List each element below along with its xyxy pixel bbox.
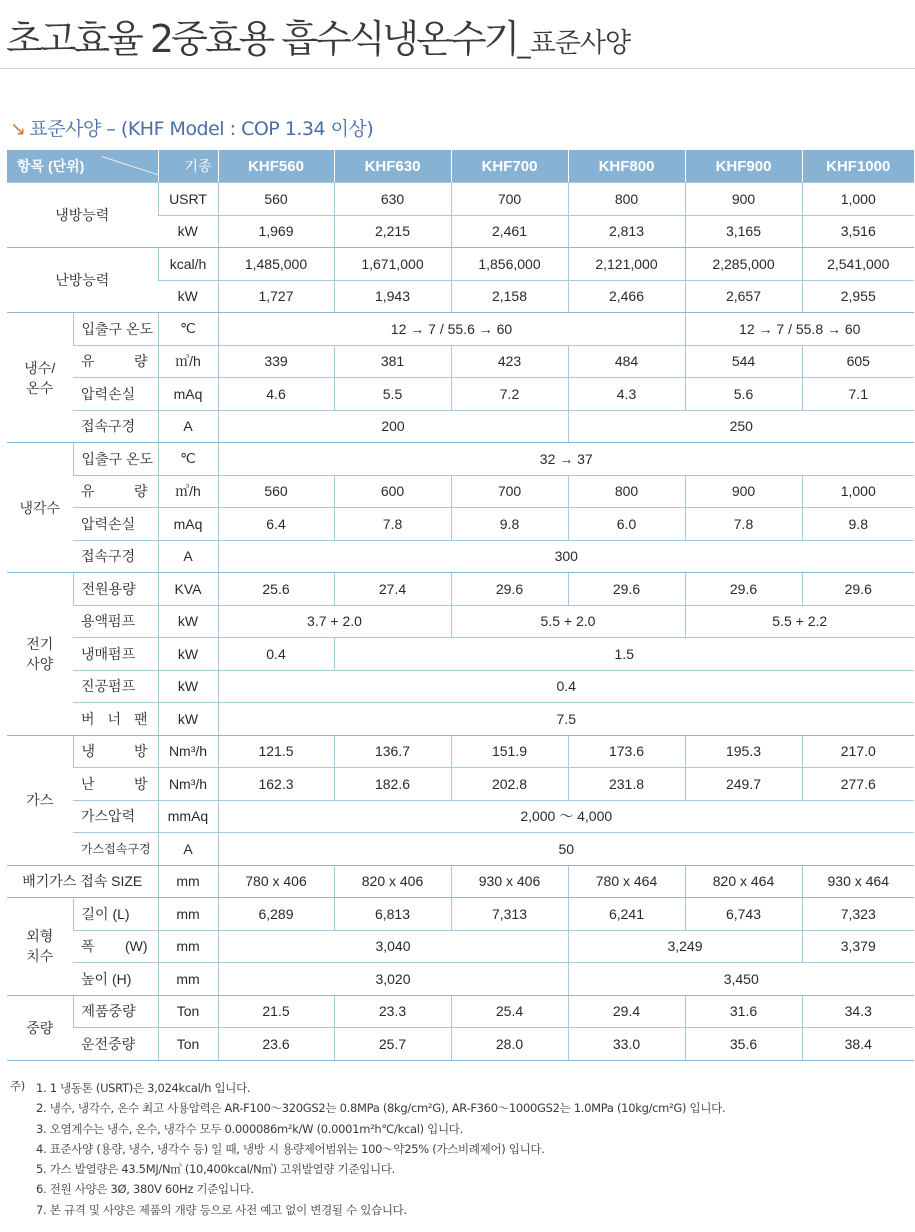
table-row <box>7 963 914 996</box>
table-row <box>7 443 914 476</box>
value-cell: 800 <box>568 183 685 216</box>
item-cell: 제품중량 <box>73 995 158 1028</box>
value-cell: 7,313 <box>451 898 568 931</box>
table-row <box>7 508 914 541</box>
value-cell: 560 <box>218 475 334 508</box>
gas-label: 가스 <box>7 735 73 865</box>
value-cell: 162.3 <box>218 768 334 801</box>
chilled-water-label <box>7 313 73 443</box>
note-item: 4. 표준사양 (용량, 냉수, 냉각수 등) 일 때, 냉방 시 용량제어범위는 100～약25% (가스비례제어) 입니다. <box>36 1141 545 1156</box>
table-row <box>7 995 914 1028</box>
unit-cell: kW <box>158 670 218 703</box>
model-header-1: KHF560 <box>218 150 334 183</box>
value-cell: 605 <box>802 345 914 378</box>
value-cell: 300 <box>218 540 914 573</box>
value-cell: 800 <box>568 475 685 508</box>
value-cell: 217.0 <box>802 735 914 768</box>
value-cell: 2,955 <box>802 280 914 313</box>
unit-cell: ㎥/h <box>158 475 218 508</box>
value-cell: 33.0 <box>568 1028 685 1061</box>
value-cell: 4.6 <box>218 378 334 411</box>
value-cell: 3.7 + 2.0 <box>218 605 451 638</box>
notes-list <box>10 1078 725 1220</box>
value-cell: 1.5 <box>334 638 914 671</box>
value-cell: 34.3 <box>802 995 914 1028</box>
value-cell: 249.7 <box>685 768 802 801</box>
value-cell: 1,943 <box>334 280 451 313</box>
value-cell: 820 x 406 <box>334 865 451 898</box>
notes-prefix: 주) <box>10 1079 25 1093</box>
unit-cell: KVA <box>158 573 218 606</box>
value-cell: 630 <box>334 183 451 216</box>
unit-cell: A <box>158 833 218 866</box>
value-cell: 151.9 <box>451 735 568 768</box>
value-cell: 900 <box>685 475 802 508</box>
value-cell: 23.6 <box>218 1028 334 1061</box>
value-cell: 6,241 <box>568 898 685 931</box>
section-heading-text: 표준사양 – (KHF Model : COP 1.34 이상) <box>29 118 374 140</box>
value-cell: 5.5 + 2.2 <box>685 605 914 638</box>
unit-cell: mmAq <box>158 800 218 833</box>
value-cell: 21.5 <box>218 995 334 1028</box>
value-cell: 2,813 <box>568 215 685 248</box>
title-divider <box>0 68 915 69</box>
page-title-suffix: _표준사양 <box>517 28 631 59</box>
value-cell: 195.3 <box>685 735 802 768</box>
item-cell: 운전중량 <box>73 1028 158 1061</box>
value-cell: 2,541,000 <box>802 248 914 281</box>
value-cell: 381 <box>334 345 451 378</box>
value-cell: 1,000 <box>802 475 914 508</box>
value-cell: 38.4 <box>802 1028 914 1061</box>
value-cell: 339 <box>218 345 334 378</box>
chilled-water-label-line2: 온수 <box>26 379 54 396</box>
value-cell: 1,671,000 <box>334 248 451 281</box>
value-cell: 1,485,000 <box>218 248 334 281</box>
value-cell: 930 x 464 <box>802 865 914 898</box>
page-title-main: 초고효율 2중효용 흡수식냉온수기 <box>6 17 518 61</box>
value-cell: 29.4 <box>568 995 685 1028</box>
item-cell: 전원용량 <box>73 573 158 606</box>
table-row <box>7 410 914 443</box>
exhaust-size-label: 배기가스 접속 SIZE <box>7 865 158 898</box>
model-header: 기종 <box>158 150 218 183</box>
value-cell: 12 → 7 / 55.6 → 60 <box>218 313 685 346</box>
table-row <box>7 1028 914 1061</box>
item-cell: 접속구경 <box>73 540 158 573</box>
unit-cell: mAq <box>158 378 218 411</box>
unit-cell: mm <box>158 898 218 931</box>
note-item: 1. 1 냉동톤 (USRT)은 3,024kcal/h 입니다. <box>36 1081 251 1095</box>
model-header-3: KHF700 <box>451 150 568 183</box>
table-row <box>7 573 914 606</box>
model-header-2: KHF630 <box>334 150 451 183</box>
value-cell: 121.5 <box>218 735 334 768</box>
value-cell: 3,516 <box>802 215 914 248</box>
table-row <box>7 670 914 703</box>
unit-cell: Ton <box>158 995 218 1028</box>
electric-label-line2: 사양 <box>26 655 54 672</box>
item-cell: 용액펌프 <box>73 605 158 638</box>
item-cell: 입출구 온도 <box>73 313 158 346</box>
value-cell: 1,969 <box>218 215 334 248</box>
table-row <box>7 865 914 898</box>
value-cell: 12 → 7 / 55.8 → 60 <box>685 313 914 346</box>
value-cell: 29.6 <box>451 573 568 606</box>
value-cell: 27.4 <box>334 573 451 606</box>
value-cell: 423 <box>451 345 568 378</box>
value-cell: 700 <box>451 183 568 216</box>
value-cell: 3,450 <box>568 963 914 996</box>
unit-cell: ℃ <box>158 313 218 346</box>
note-item: 3. 오염계수는 냉수, 온수, 냉각수 모두 0.000086m²k/W (0.0001m²h℃/kcal) 입니다. <box>36 1121 463 1136</box>
item-cell: 압력손실 <box>73 378 158 411</box>
value-cell: 182.6 <box>334 768 451 801</box>
dimensions-label <box>7 898 73 996</box>
value-cell: 600 <box>334 475 451 508</box>
item-cell: 냉 방 <box>73 735 158 768</box>
value-cell: 200 <box>218 410 568 443</box>
table-row <box>7 930 914 963</box>
model-header-6: KHF1000 <box>802 150 914 183</box>
item-cell: 높이 (H) <box>73 963 158 996</box>
unit-cell: kW <box>158 638 218 671</box>
value-cell: 31.6 <box>685 995 802 1028</box>
table-row <box>7 248 914 281</box>
value-cell: 136.7 <box>334 735 451 768</box>
value-cell: 50 <box>218 833 914 866</box>
table-row <box>7 540 914 573</box>
value-cell: 7.1 <box>802 378 914 411</box>
value-cell: 3,020 <box>218 963 568 996</box>
table-row <box>7 833 914 866</box>
value-cell: 23.3 <box>334 995 451 1028</box>
item-unit-label: 항목 (단위) <box>17 158 85 174</box>
value-cell: 4.3 <box>568 378 685 411</box>
item-unit-header <box>7 150 158 183</box>
value-cell: 3,249 <box>568 930 802 963</box>
diagonal-line <box>102 156 158 175</box>
value-cell: 7.2 <box>451 378 568 411</box>
table-row <box>7 605 914 638</box>
value-cell: 3,165 <box>685 215 802 248</box>
value-cell: 900 <box>685 183 802 216</box>
value-cell: 2,215 <box>334 215 451 248</box>
dimensions-label-line1: 외형 <box>26 928 54 945</box>
value-cell: 5.5 + 2.0 <box>451 605 685 638</box>
value-cell: 29.6 <box>685 573 802 606</box>
item-cell: 접속구경 <box>73 410 158 443</box>
arrow-icon: ↘ <box>10 118 26 140</box>
heating-capacity-label: 난방능력 <box>7 248 158 313</box>
value-cell: 9.8 <box>802 508 914 541</box>
item-cell: 난 방 <box>73 768 158 801</box>
table-row <box>7 345 914 378</box>
value-cell: 560 <box>218 183 334 216</box>
item-cell: 입출구 온도 <box>73 443 158 476</box>
unit-cell: A <box>158 540 218 573</box>
value-cell: 3,379 <box>802 930 914 963</box>
item-cell: 유 량 <box>73 475 158 508</box>
item-cell: 가스압력 <box>73 800 158 833</box>
table-header-row <box>7 150 914 183</box>
item-cell: 압력손실 <box>73 508 158 541</box>
table-row <box>7 898 914 931</box>
value-cell: 28.0 <box>451 1028 568 1061</box>
model-header-4: KHF800 <box>568 150 685 183</box>
unit-cell: USRT <box>158 183 218 216</box>
value-cell: 544 <box>685 345 802 378</box>
value-cell: 173.6 <box>568 735 685 768</box>
value-cell: 2,000 ～ 4,000 <box>218 800 914 833</box>
unit-cell: Ton <box>158 1028 218 1061</box>
value-cell: 6,743 <box>685 898 802 931</box>
value-cell: 484 <box>568 345 685 378</box>
table-row <box>7 475 914 508</box>
value-cell: 3,040 <box>218 930 568 963</box>
page-title <box>6 8 630 63</box>
value-cell: 6.0 <box>568 508 685 541</box>
item-cell: 폭 (W) <box>73 930 158 963</box>
table-row <box>7 638 914 671</box>
unit-cell: ㎥/h <box>158 345 218 378</box>
value-cell: 1,000 <box>802 183 914 216</box>
unit-cell: mm <box>158 865 218 898</box>
item-cell: 길이 (L) <box>73 898 158 931</box>
value-cell: 7.8 <box>685 508 802 541</box>
value-cell: 2,121,000 <box>568 248 685 281</box>
table-row <box>7 378 914 411</box>
note-item: 6. 전원 사양은 3Ø, 380V 60Hz 기준입니다. <box>36 1182 254 1197</box>
value-cell: 25.6 <box>218 573 334 606</box>
value-cell: 29.6 <box>802 573 914 606</box>
value-cell: 7.5 <box>218 703 914 736</box>
table-row <box>7 703 914 736</box>
value-cell: 930 x 406 <box>451 865 568 898</box>
value-cell: 2,657 <box>685 280 802 313</box>
value-cell: 820 x 464 <box>685 865 802 898</box>
value-cell: 202.8 <box>451 768 568 801</box>
item-cell: 진공펌프 <box>73 670 158 703</box>
value-cell: 231.8 <box>568 768 685 801</box>
item-cell: 유 량 <box>73 345 158 378</box>
value-cell: 0.4 <box>218 638 334 671</box>
spec-table <box>7 150 914 1061</box>
table-row <box>7 735 914 768</box>
value-cell: 2,461 <box>451 215 568 248</box>
value-cell: 6.4 <box>218 508 334 541</box>
value-cell: 25.4 <box>451 995 568 1028</box>
value-cell: 25.7 <box>334 1028 451 1061</box>
value-cell: 5.6 <box>685 378 802 411</box>
unit-cell: mm <box>158 963 218 996</box>
value-cell: 29.6 <box>568 573 685 606</box>
value-cell: 700 <box>451 475 568 508</box>
model-header-5: KHF900 <box>685 150 802 183</box>
value-cell: 277.6 <box>802 768 914 801</box>
electric-label <box>7 573 73 736</box>
unit-cell: mAq <box>158 508 218 541</box>
value-cell: 250 <box>568 410 914 443</box>
unit-cell: kW <box>158 703 218 736</box>
value-cell: 6,813 <box>334 898 451 931</box>
value-cell: 9.8 <box>451 508 568 541</box>
value-cell: 0.4 <box>218 670 914 703</box>
value-cell: 6,289 <box>218 898 334 931</box>
item-cell: 버 너 팬 <box>73 703 158 736</box>
cooling-capacity-label: 냉방능력 <box>7 183 158 248</box>
electric-label-line1: 전기 <box>26 635 54 652</box>
value-cell: 7,323 <box>802 898 914 931</box>
item-cell: 가스접속구경 <box>73 833 158 866</box>
table-row <box>7 313 914 346</box>
value-cell: 780 x 464 <box>568 865 685 898</box>
dimensions-label-line2: 치수 <box>26 948 54 965</box>
unit-cell: kW <box>158 605 218 638</box>
unit-cell: Nm³/h <box>158 735 218 768</box>
unit-cell: kW <box>158 215 218 248</box>
value-cell: 780 x 406 <box>218 865 334 898</box>
section-heading <box>10 114 373 141</box>
table-row <box>7 768 914 801</box>
chilled-water-label-line1: 냉수/ <box>24 359 56 376</box>
unit-cell: A <box>158 410 218 443</box>
value-cell: 2,158 <box>451 280 568 313</box>
note-item: 2. 냉수, 냉각수, 온수 최고 사용압력은 AR-F100～320GS2는 0.8MPa (8kg/cm²G), AR-F360～1000GS2는 1.0MPa (10kg/cm²G) 입니다. <box>36 1101 726 1116</box>
unit-cell: kcal/h <box>158 248 218 281</box>
unit-cell: kW <box>158 280 218 313</box>
cooling-water-label: 냉각수 <box>7 443 73 573</box>
value-cell: 5.5 <box>334 378 451 411</box>
unit-cell: mm <box>158 930 218 963</box>
value-cell: 35.6 <box>685 1028 802 1061</box>
value-cell: 1,856,000 <box>451 248 568 281</box>
table-row <box>7 183 914 216</box>
value-cell: 1,727 <box>218 280 334 313</box>
unit-cell: ℃ <box>158 443 218 476</box>
table-row <box>7 800 914 833</box>
item-cell: 냉매펌프 <box>73 638 158 671</box>
weight-label: 중량 <box>7 995 73 1060</box>
value-cell: 32 → 37 <box>218 443 914 476</box>
value-cell: 2,466 <box>568 280 685 313</box>
notes <box>10 1078 725 1220</box>
note-item: 7. 본 규격 및 사양은 제품의 개량 등으로 사전 예고 없이 변경될 수 있습니다. <box>36 1202 407 1217</box>
unit-cell: Nm³/h <box>158 768 218 801</box>
value-cell: 2,285,000 <box>685 248 802 281</box>
note-item: 5. 가스 발열량은 43.5MJ/N㎥ (10,400kcal/N㎥) 고위발열량 기준입니다. <box>36 1162 395 1177</box>
value-cell: 7.8 <box>334 508 451 541</box>
